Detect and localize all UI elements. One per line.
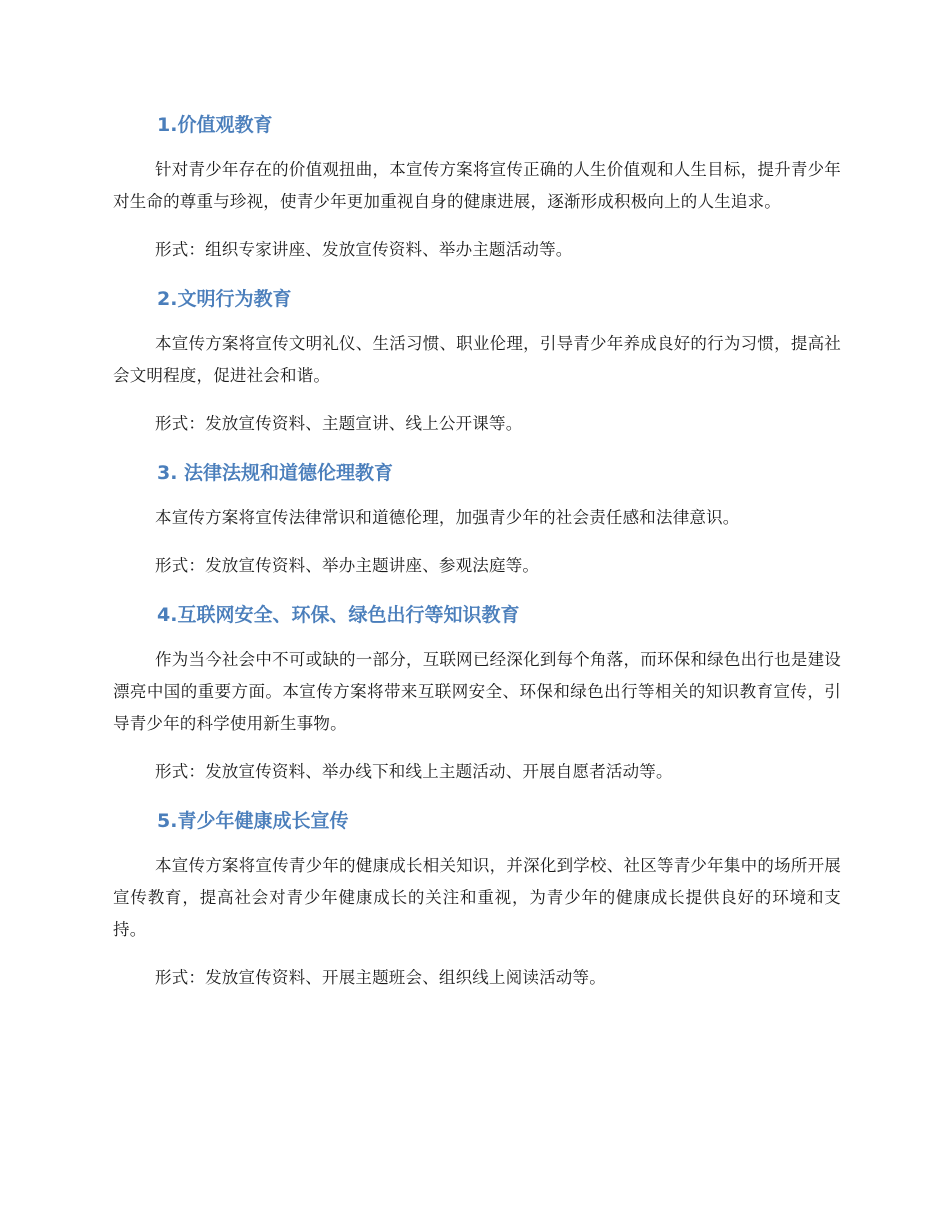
section-heading: 3. 法律法规和道德伦理教育 [157, 462, 394, 484]
section-heading: 5.青少年健康成长宣传 [157, 810, 349, 832]
section-civility-education [113, 282, 841, 440]
section-form: 形式：发放宣传资料、开展主题班会、组织线上阅读活动等。 [155, 968, 606, 987]
section-heading: 2.文明行为教育 [157, 288, 292, 310]
section-body: 本宣传方案将宣传青少年的健康成长相关知识，并深化到学校、社区等青少年集中的场所开展宣传教育，提高社会对青少年健康成长的关注和重视，为青少年的健康成长提供良好的环境和支持。 [113, 856, 841, 939]
section-values-education [113, 108, 841, 266]
section-law-ethics-education [113, 456, 841, 582]
section-body: 针对青少年存在的价值观扭曲，本宣传方案将宣传正确的人生价值观和人生目标，提升青少年对生命的尊重与珍视，使青少年更加重视自身的健康进展，逐渐形成积极向上的人生追求。 [113, 160, 841, 211]
section-body: 本宣传方案将宣传文明礼仪、生活习惯、职业伦理，引导青少年养成良好的行为习惯，提高社会文明程度，促进社会和谐。 [113, 334, 841, 385]
section-form: 形式：组织专家讲座、发放宣传资料、举办主题活动等。 [155, 240, 573, 259]
section-form: 形式：发放宣传资料、举办线下和线上主题活动、开展自愿者活动等。 [155, 762, 673, 781]
section-body: 作为当今社会中不可或缺的一部分，互联网已经深化到每个角落，而环保和绿色出行也是建设漂亮中国的重要方面。本宣传方案将带来互联网安全、环保和绿色出行等相关的知识教育宣传，引导青少年的科学使用新生事物。 [113, 650, 841, 733]
section-heading: 4.互联网安全、环保、绿色出行等知识教育 [157, 604, 520, 626]
section-form: 形式：发放宣传资料、主题宣讲、线上公开课等。 [155, 414, 523, 433]
section-form: 形式：发放宣传资料、举办主题讲座、参观法庭等。 [155, 556, 540, 575]
document-page [113, 108, 841, 1010]
section-heading: 1.价值观教育 [157, 114, 273, 136]
section-youth-health-promotion [113, 804, 841, 994]
section-internet-environment-education [113, 598, 841, 788]
section-body: 本宣传方案将宣传法律常识和道德伦理，加强青少年的社会责任感和法律意识。 [155, 508, 740, 527]
